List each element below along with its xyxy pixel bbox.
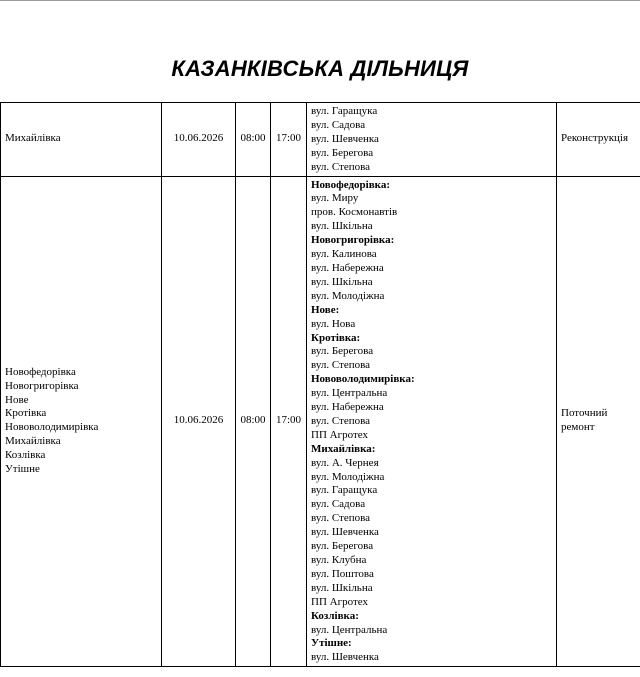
- settlement-heading: Кротівка:: [311, 331, 361, 344]
- streets-cell: [307, 176, 557, 667]
- outage-schedule-table: [0, 102, 640, 667]
- street-name: вул. Центральна: [311, 623, 388, 636]
- street-name: вул. Поштова: [311, 567, 374, 580]
- start-time-cell: [236, 103, 271, 177]
- street-name: вул. Молодіжна: [311, 289, 385, 302]
- street-name: вул. Садова: [311, 118, 366, 131]
- street-name: вул. Берегова: [311, 345, 374, 358]
- street-name: вул. Клубна: [311, 554, 367, 566]
- end-time-cell: [271, 176, 307, 667]
- start-time: 08:00: [240, 132, 266, 145]
- settlement-name: Михайлівка: [5, 435, 61, 448]
- street-name: вул. Степова: [311, 359, 371, 372]
- street-name: вул. Молодіжна: [311, 470, 385, 483]
- end-time: 17:00: [275, 132, 302, 145]
- streets-cell: [307, 103, 557, 177]
- settlement-name: Новофедорівка: [5, 365, 76, 378]
- street-name: вул. Берегова: [311, 146, 374, 159]
- settlement-heading: Козлівка:: [311, 609, 359, 622]
- start-time-cell: [236, 176, 271, 667]
- settlement-name: Козлівка: [5, 449, 46, 462]
- street-name: вул. Миру: [311, 192, 359, 205]
- work-type: Реконструкція: [561, 132, 629, 145]
- settlement-name: Новогригорівка: [5, 379, 79, 392]
- street-name: ПП Агротех: [311, 428, 368, 441]
- street-name: вул. Нова: [311, 317, 356, 330]
- street-name: вул. Степова: [311, 512, 371, 525]
- street-name: вул. Садова: [311, 498, 366, 511]
- end-time: 17:00: [275, 414, 302, 427]
- street-name: вул. Шевченка: [311, 526, 379, 539]
- settlement-name: Нововолодимирівка: [5, 421, 99, 434]
- street-name: вул. Шкільна: [311, 581, 373, 594]
- settlements-cell: [1, 176, 162, 667]
- start-time: 08:00: [240, 414, 266, 427]
- settlement-name: Утішне: [5, 463, 40, 476]
- end-time-cell: [271, 103, 307, 177]
- date-cell: [162, 103, 236, 177]
- work-type: Поточний: [561, 407, 608, 420]
- street-name: вул. Шкільна: [311, 220, 373, 233]
- top-border-line: [0, 0, 640, 1]
- street-name: вул. Калинова: [311, 248, 377, 261]
- settlement-heading: Утішне:: [311, 637, 352, 650]
- street-name: вул. Шкільна: [311, 275, 373, 288]
- settlement-name: Михайлівка: [5, 132, 61, 145]
- street-name: вул. Степова: [311, 414, 371, 427]
- settlement-heading: Нововолодимирівка:: [311, 373, 415, 386]
- street-name: вул. Шевченка: [311, 132, 379, 145]
- street-name: вул. А. Чернея: [311, 456, 379, 469]
- settlement-heading: Новофедорівка:: [311, 178, 391, 191]
- settlement-heading: Новогригорівка:: [311, 234, 395, 247]
- table-row: [1, 176, 640, 667]
- street-name: вул. Шевченка: [311, 651, 379, 664]
- work-type-cell: [557, 176, 640, 667]
- page-title: КАЗАНКІВСЬКА ДІЛЬНИЦЯ: [171, 56, 469, 81]
- street-name: вул. Набережна: [311, 261, 384, 274]
- street-name: ПП Агротех: [311, 595, 368, 608]
- settlement-heading: Михайлівка:: [311, 442, 376, 455]
- street-name: вул. Берегова: [311, 540, 374, 553]
- outage-date: 10.06.2026: [173, 132, 224, 145]
- settlement-name: Нове: [5, 393, 29, 406]
- work-type-cell: [557, 103, 640, 177]
- date-cell: [162, 176, 236, 667]
- street-name: вул. Гаращука: [311, 484, 378, 497]
- settlement-heading: Нове:: [311, 303, 340, 316]
- street-name: вул. Набережна: [311, 401, 384, 414]
- street-name: вул. Степова: [311, 160, 371, 173]
- street-name: вул. Гаращука: [311, 105, 378, 117]
- work-type: ремонт: [561, 421, 595, 434]
- settlement-name: Кротівка: [5, 407, 47, 420]
- street-name: пров. Космонавтів: [311, 206, 398, 219]
- street-name: вул. Центральна: [311, 387, 388, 400]
- table-row: [1, 103, 640, 177]
- outage-date: 10.06.2026: [173, 414, 224, 427]
- settlements-cell: [1, 103, 162, 177]
